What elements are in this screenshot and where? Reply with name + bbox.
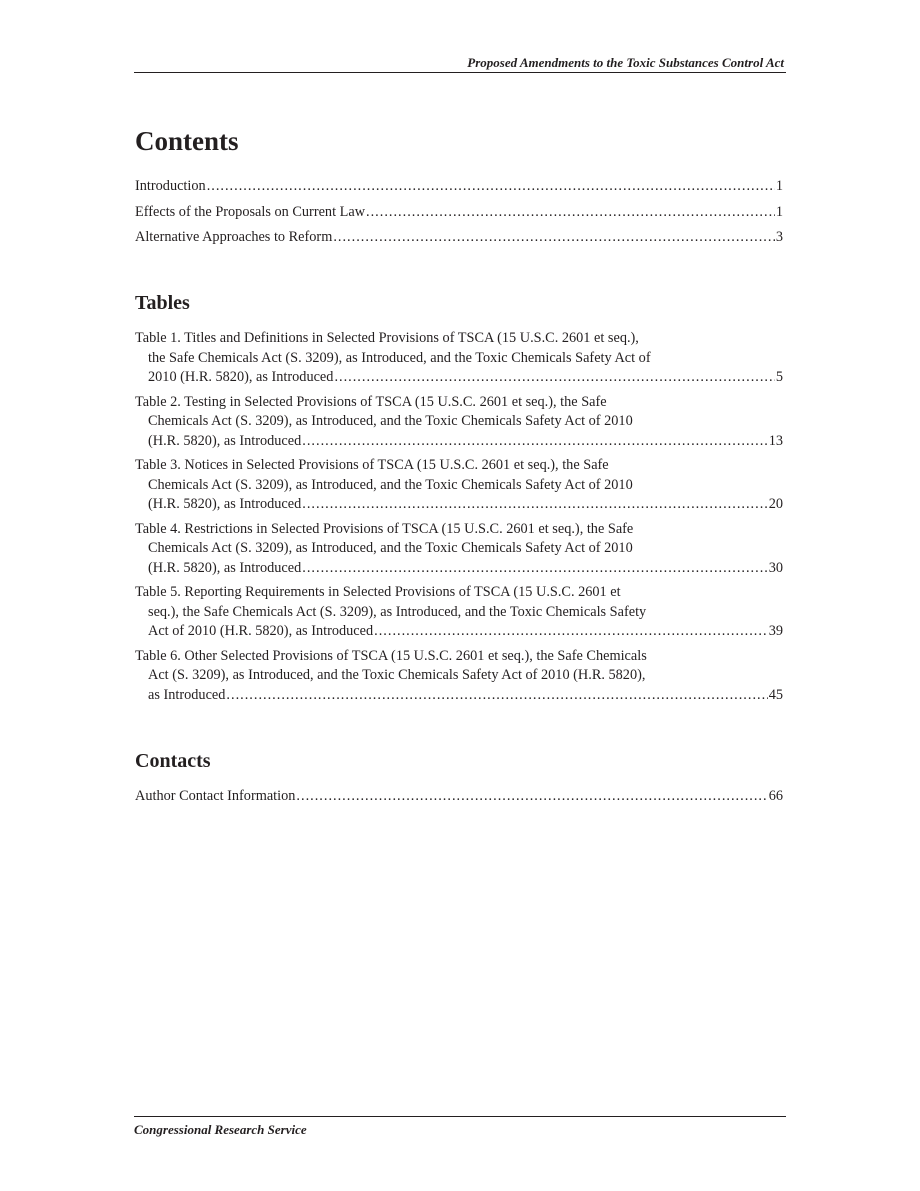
dot-leader (302, 495, 767, 515)
toc-entry-line: Act (S. 3209), as Introduced, and the Toxic Chemicals Safety Act of 2010 (H.R. 5820), (148, 667, 646, 683)
toc-entry-line: (H.R. 5820), as Introduced (148, 432, 302, 449)
running-header (134, 50, 786, 73)
contents-heading: Contents (135, 126, 239, 156)
toc-entry-line: Table 5. Reporting Requirements in Selected Provisions of TSCA (15 U.S.C. 2601 et (135, 584, 621, 600)
dot-leader (302, 432, 767, 452)
dot-leader (296, 787, 767, 807)
toc-entry-label: Effects of the Proposals on Current Law (135, 203, 366, 220)
tables-heading: Tables (135, 292, 190, 314)
toc-entry-label: Alternative Approaches to Reform (135, 229, 333, 245)
toc-entry-table-5[interactable] (135, 583, 783, 642)
toc-entry-line: Table 4. Restrictions in Selected Provisions of TSCA (15 U.S.C. 2601 et seq.), the Safe (135, 520, 634, 537)
toc-page-number: 5 (775, 369, 783, 385)
toc-entry-line: Table 3. Notices in Selected Provisions of TSCA (15 U.S.C. 2601 et seq.), the Safe (135, 457, 609, 473)
dot-leader (333, 228, 775, 248)
toc-entry-author-contact[interactable] (135, 787, 783, 807)
toc-entry-line: Table 2. Testing in Selected Provisions of TSCA (15 U.S.C. 2601 et seq.), the Safe (135, 393, 607, 410)
toc-entry-table-6[interactable] (135, 647, 783, 706)
dot-leader (302, 559, 767, 579)
toc-page-number: 45 (768, 686, 783, 703)
toc-entry-table-2[interactable] (135, 393, 783, 452)
toc-entry-table-4[interactable] (135, 520, 783, 579)
toc-page-number: 30 (768, 559, 783, 576)
toc-page-number: 3 (775, 229, 783, 245)
toc-entry-label: Author Contact Information (135, 788, 296, 804)
dot-leader (226, 686, 767, 706)
toc-entry-line: seq.), the Safe Chemicals Act (S. 3209), as Introduced, and the Toxic Chemicals Safety (148, 603, 647, 620)
contacts-list (135, 787, 783, 807)
toc-entry-effects[interactable] (135, 203, 783, 223)
toc-page-number: 20 (768, 496, 783, 512)
toc-entry-line: Table 6. Other Selected Provisions of TSCA (15 U.S.C. 2601 et seq.), the Safe Chemicals (135, 647, 647, 664)
dot-leader (334, 368, 774, 388)
tables-list (135, 329, 783, 710)
toc-entry-line: (H.R. 5820), as Introduced (148, 559, 302, 576)
running-header-title: Proposed Amendments to the Toxic Substances Control Act (467, 55, 784, 70)
running-footer (134, 1116, 786, 1138)
toc-page-number: 1 (775, 203, 783, 220)
toc-entry-line: 2010 (H.R. 5820), as Introduced (148, 369, 334, 385)
dot-leader (366, 203, 775, 223)
toc-page-number: 1 (775, 178, 783, 194)
toc-page-number: 39 (768, 623, 783, 639)
dot-leader (374, 622, 768, 642)
toc-entry-line: Chemicals Act (S. 3209), as Introduced, and the Toxic Chemicals Safety Act of 2010 (148, 476, 633, 493)
toc-page-number: 13 (768, 432, 783, 449)
toc-page-number: 66 (768, 788, 783, 804)
toc-entry-line: the Safe Chemicals Act (S. 3209), as Introduced, and the Toxic Chemicals Safety Act of (148, 349, 651, 366)
toc-entry-table-3[interactable] (135, 456, 783, 515)
dot-leader (207, 177, 775, 197)
footer-text: Congressional Research Service (134, 1122, 307, 1137)
contacts-heading: Contacts (135, 750, 211, 772)
toc-entry-line: Table 1. Titles and Definitions in Selected Provisions of TSCA (15 U.S.C. 2601 et seq.), (135, 330, 639, 346)
toc-entry-alternatives[interactable] (135, 228, 783, 248)
contents-list (135, 177, 783, 254)
toc-entry-line: as Introduced (148, 686, 226, 703)
toc-entry-line: Act of 2010 (H.R. 5820), as Introduced (148, 623, 374, 639)
toc-entry-line: Chemicals Act (S. 3209), as Introduced, and the Toxic Chemicals Safety Act of 2010 (148, 540, 633, 556)
toc-entry-line: (H.R. 5820), as Introduced (148, 496, 302, 512)
toc-entry-introduction[interactable] (135, 177, 783, 197)
toc-entry-label: Introduction (135, 178, 206, 194)
toc-entry-line: Chemicals Act (S. 3209), as Introduced, and the Toxic Chemicals Safety Act of 2010 (148, 413, 633, 429)
toc-entry-table-1[interactable] (135, 329, 783, 388)
